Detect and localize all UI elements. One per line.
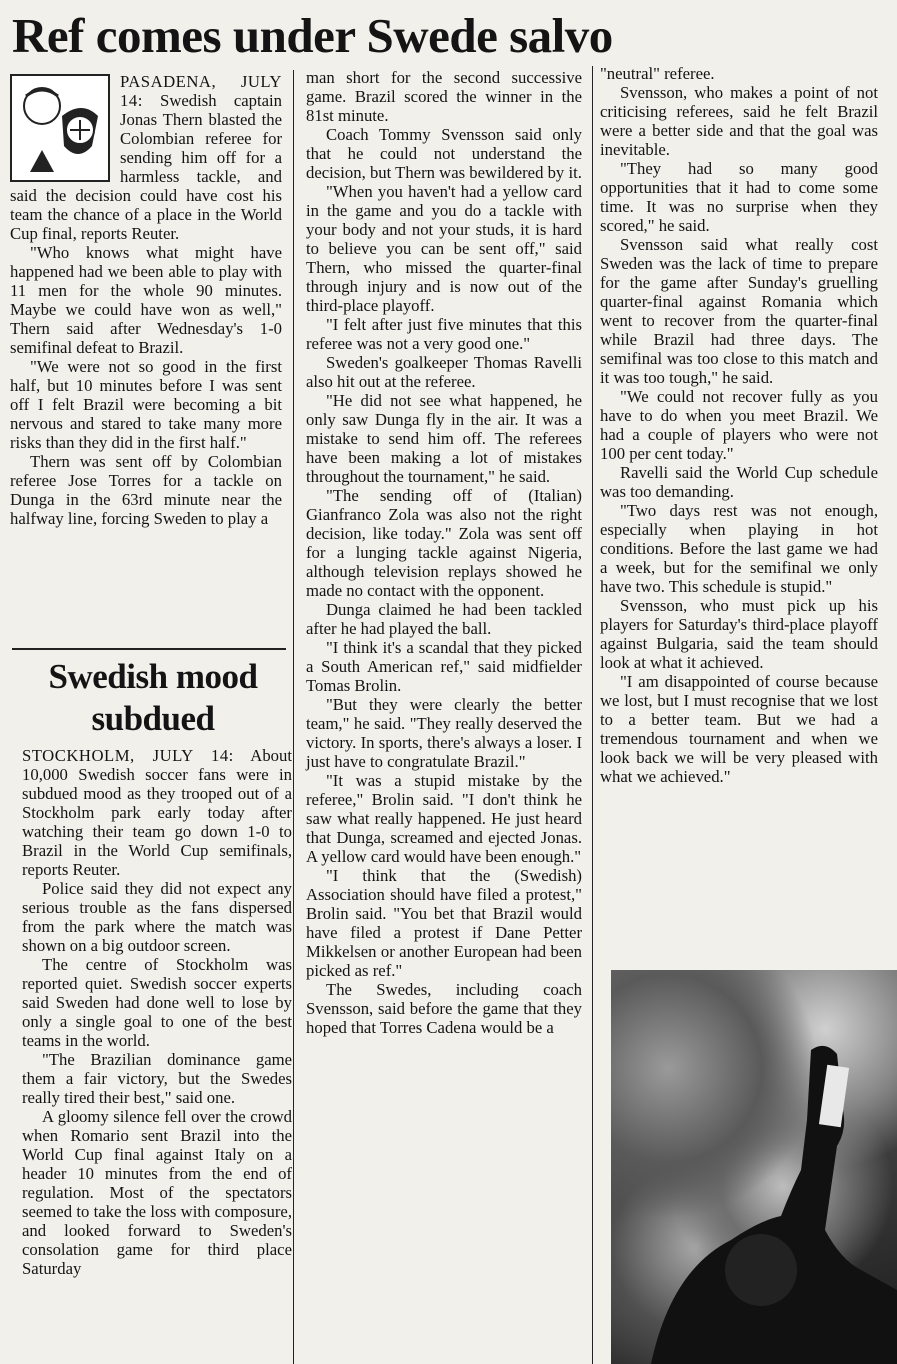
paragraph: Thern was sent off by Colombian referee Jose Torres for a tackle on Dunga in the 63rd minute near the halfway line, forcing Sweden to play a xyxy=(10,452,282,528)
paragraph: "He did not see what happened, he only saw Dunga fly in the air. It was a mistake to send him off. The referees have been making a lot of mistakes throughout the tournament," he said. xyxy=(306,391,582,486)
paragraph: "But they were clearly the better team," he said. "They really deserved the victory. In sports, there's always a loser. I just have to congratulate Brazil." xyxy=(306,695,582,771)
paragraph: Coach Tommy Svensson said only that he could not understand the decision, but Thern was bewildered by it. xyxy=(306,125,582,182)
paragraph: "They had so many good opportunities that it had to come some time. It was no surprise when they scored," he said. xyxy=(600,159,878,235)
paragraph: Police said they did not expect any serious trouble as the fans dispersed from the park where the match was shown on a big outdoor screen. xyxy=(22,879,292,955)
paragraph: "I think it's a scandal that they picked a South American ref," said midfielder Tomas Brolin. xyxy=(306,638,582,695)
paragraph: man short for the second successive game. Brazil scored the winner in the 81st minute. xyxy=(306,68,582,125)
paragraph: Dunga claimed he had been tackled after he had played the ball. xyxy=(306,600,582,638)
paragraph: "I am disappointed of course because we lost, but I must recognise that we lost to a better team. But we had a tremendous tournament and when we look back we will be very pleased with what we achieved." xyxy=(600,672,878,786)
world-cup-logo-icon xyxy=(10,74,110,182)
article1-column-2 xyxy=(306,68,582,1037)
paragraph: A gloomy silence fell over the crowd when Romario sent Brazil into the World Cup final against Italy on a header 10 minutes from the end of regulation. Most of the spectators seemed to take the loss with composure, and looked forward to Sweden's consolation game for third place Saturday xyxy=(22,1107,292,1278)
column-rule xyxy=(592,66,593,1364)
player-photo xyxy=(611,970,897,1364)
paragraph: "Who knows what might have happened had we been able to play with 11 men for the whole 90 minutes. Maybe we could have won as well," Thern said after Wednesday's 1-0 semifinal defeat to Brazil. xyxy=(10,243,282,357)
paragraph: "It was a stupid mistake by the referee," Brolin said. "I don't think he saw what really happened. He just heard that Dunga, screamed and ejected Jonas. A yellow card would have been enough." xyxy=(306,771,582,866)
paragraph: Sweden's goalkeeper Thomas Ravelli also hit out at the referee. xyxy=(306,353,582,391)
paragraph: "The Brazilian dominance game them a fair victory, but the Swedes really tired their best," said one. xyxy=(22,1050,292,1107)
article1-column-3 xyxy=(600,64,878,786)
paragraph: "I think that the (Swedish) Association should have filed a protest," Brolin said. "You bet that Brazil would have filed a protest if Dane Petter Mikkelsen or another European had been picked as ref." xyxy=(306,866,582,980)
paragraph: "The sending off of (Italian) Gianfranco Zola was also not the right decision, like today." Zola was sent off for a lunging tackle against Nigeria, although television replays showed he made no contact with the opponent. xyxy=(306,486,582,600)
paragraph: Svensson, who must pick up his players for Saturday's third-place playoff against Bulgaria, said the team should look at what it achieved. xyxy=(600,596,878,672)
paragraph: The centre of Stockholm was reported quiet. Swedish soccer experts said Sweden had done well to lose by only a single goal to one of the best teams in the world. xyxy=(22,955,292,1050)
column-rule xyxy=(293,70,294,1364)
dateline: STOCKHOLM, JULY 14: xyxy=(22,746,234,765)
dateline: PASADENA, JULY 14: xyxy=(120,72,282,110)
paragraph: "When you haven't had a yellow card in the game and you do a tackle with your body and not your studs, it is hard to believe you can be sent off," said Thern, who missed the quarter-final through injury and is now out of the third-place playoff. xyxy=(306,182,582,315)
paragraph: "I felt after just five minutes that this referee was not a very good one." xyxy=(306,315,582,353)
headline: Ref comes under Swede salvo xyxy=(12,8,613,63)
lead-paragraph: About 10,000 Swedish soccer fans were in subdued mood as they trooped out of a Stockholm park early today after watching their team go down 1-0 to Brazil in the World Cup semifinals, reports Reuter. xyxy=(22,746,292,879)
paragraph: "We were not so good in the first half, but 10 minutes before I was sent off I felt Brazil were becoming a bit nervous and stared to take many more risks than they did in the first half." xyxy=(10,357,282,452)
subheadline: Swedish mood subdued xyxy=(48,657,258,738)
section-divider xyxy=(12,648,286,650)
paragraph: Svensson, who makes a point of not criticising referees, said he felt Brazil were a better side and that the goal was inevitable. xyxy=(600,83,878,159)
paragraph: "We could not recover fully as you have to do when you meet Brazil. We had a couple of players who were not 100 per cent today." xyxy=(600,387,878,463)
paragraph: "Two days rest was not enough, especially when playing in hot conditions. Before the last game we had a week, but for the semifinal we only have two. This schedule is stupid." xyxy=(600,501,878,596)
paragraph: Ravelli said the World Cup schedule was too demanding. xyxy=(600,463,878,501)
paragraph: "neutral" referee. xyxy=(600,64,715,83)
lead-paragraph: Swedish captain Jonas Thern blasted the Colombian referee for sending him off for a harmless tackle, and said the decision could have cost his team the chance of a place in the World Cup final, reports Reuter. xyxy=(10,91,282,243)
paragraph: The Swedes, including coach Svensson, said before the game that they hoped that Torres Cadena would be a xyxy=(306,980,582,1037)
article2-column xyxy=(22,746,292,1278)
paragraph: Svensson said what really cost Sweden was the lack of time to prepare for the game after Sunday's gruelling quarter-final against Romania which went to recover from the quarter-final while Brazil had three days. The semifinal was too close to this match and it was too tough," he said. xyxy=(600,235,878,387)
article1-column-1 xyxy=(10,72,282,528)
